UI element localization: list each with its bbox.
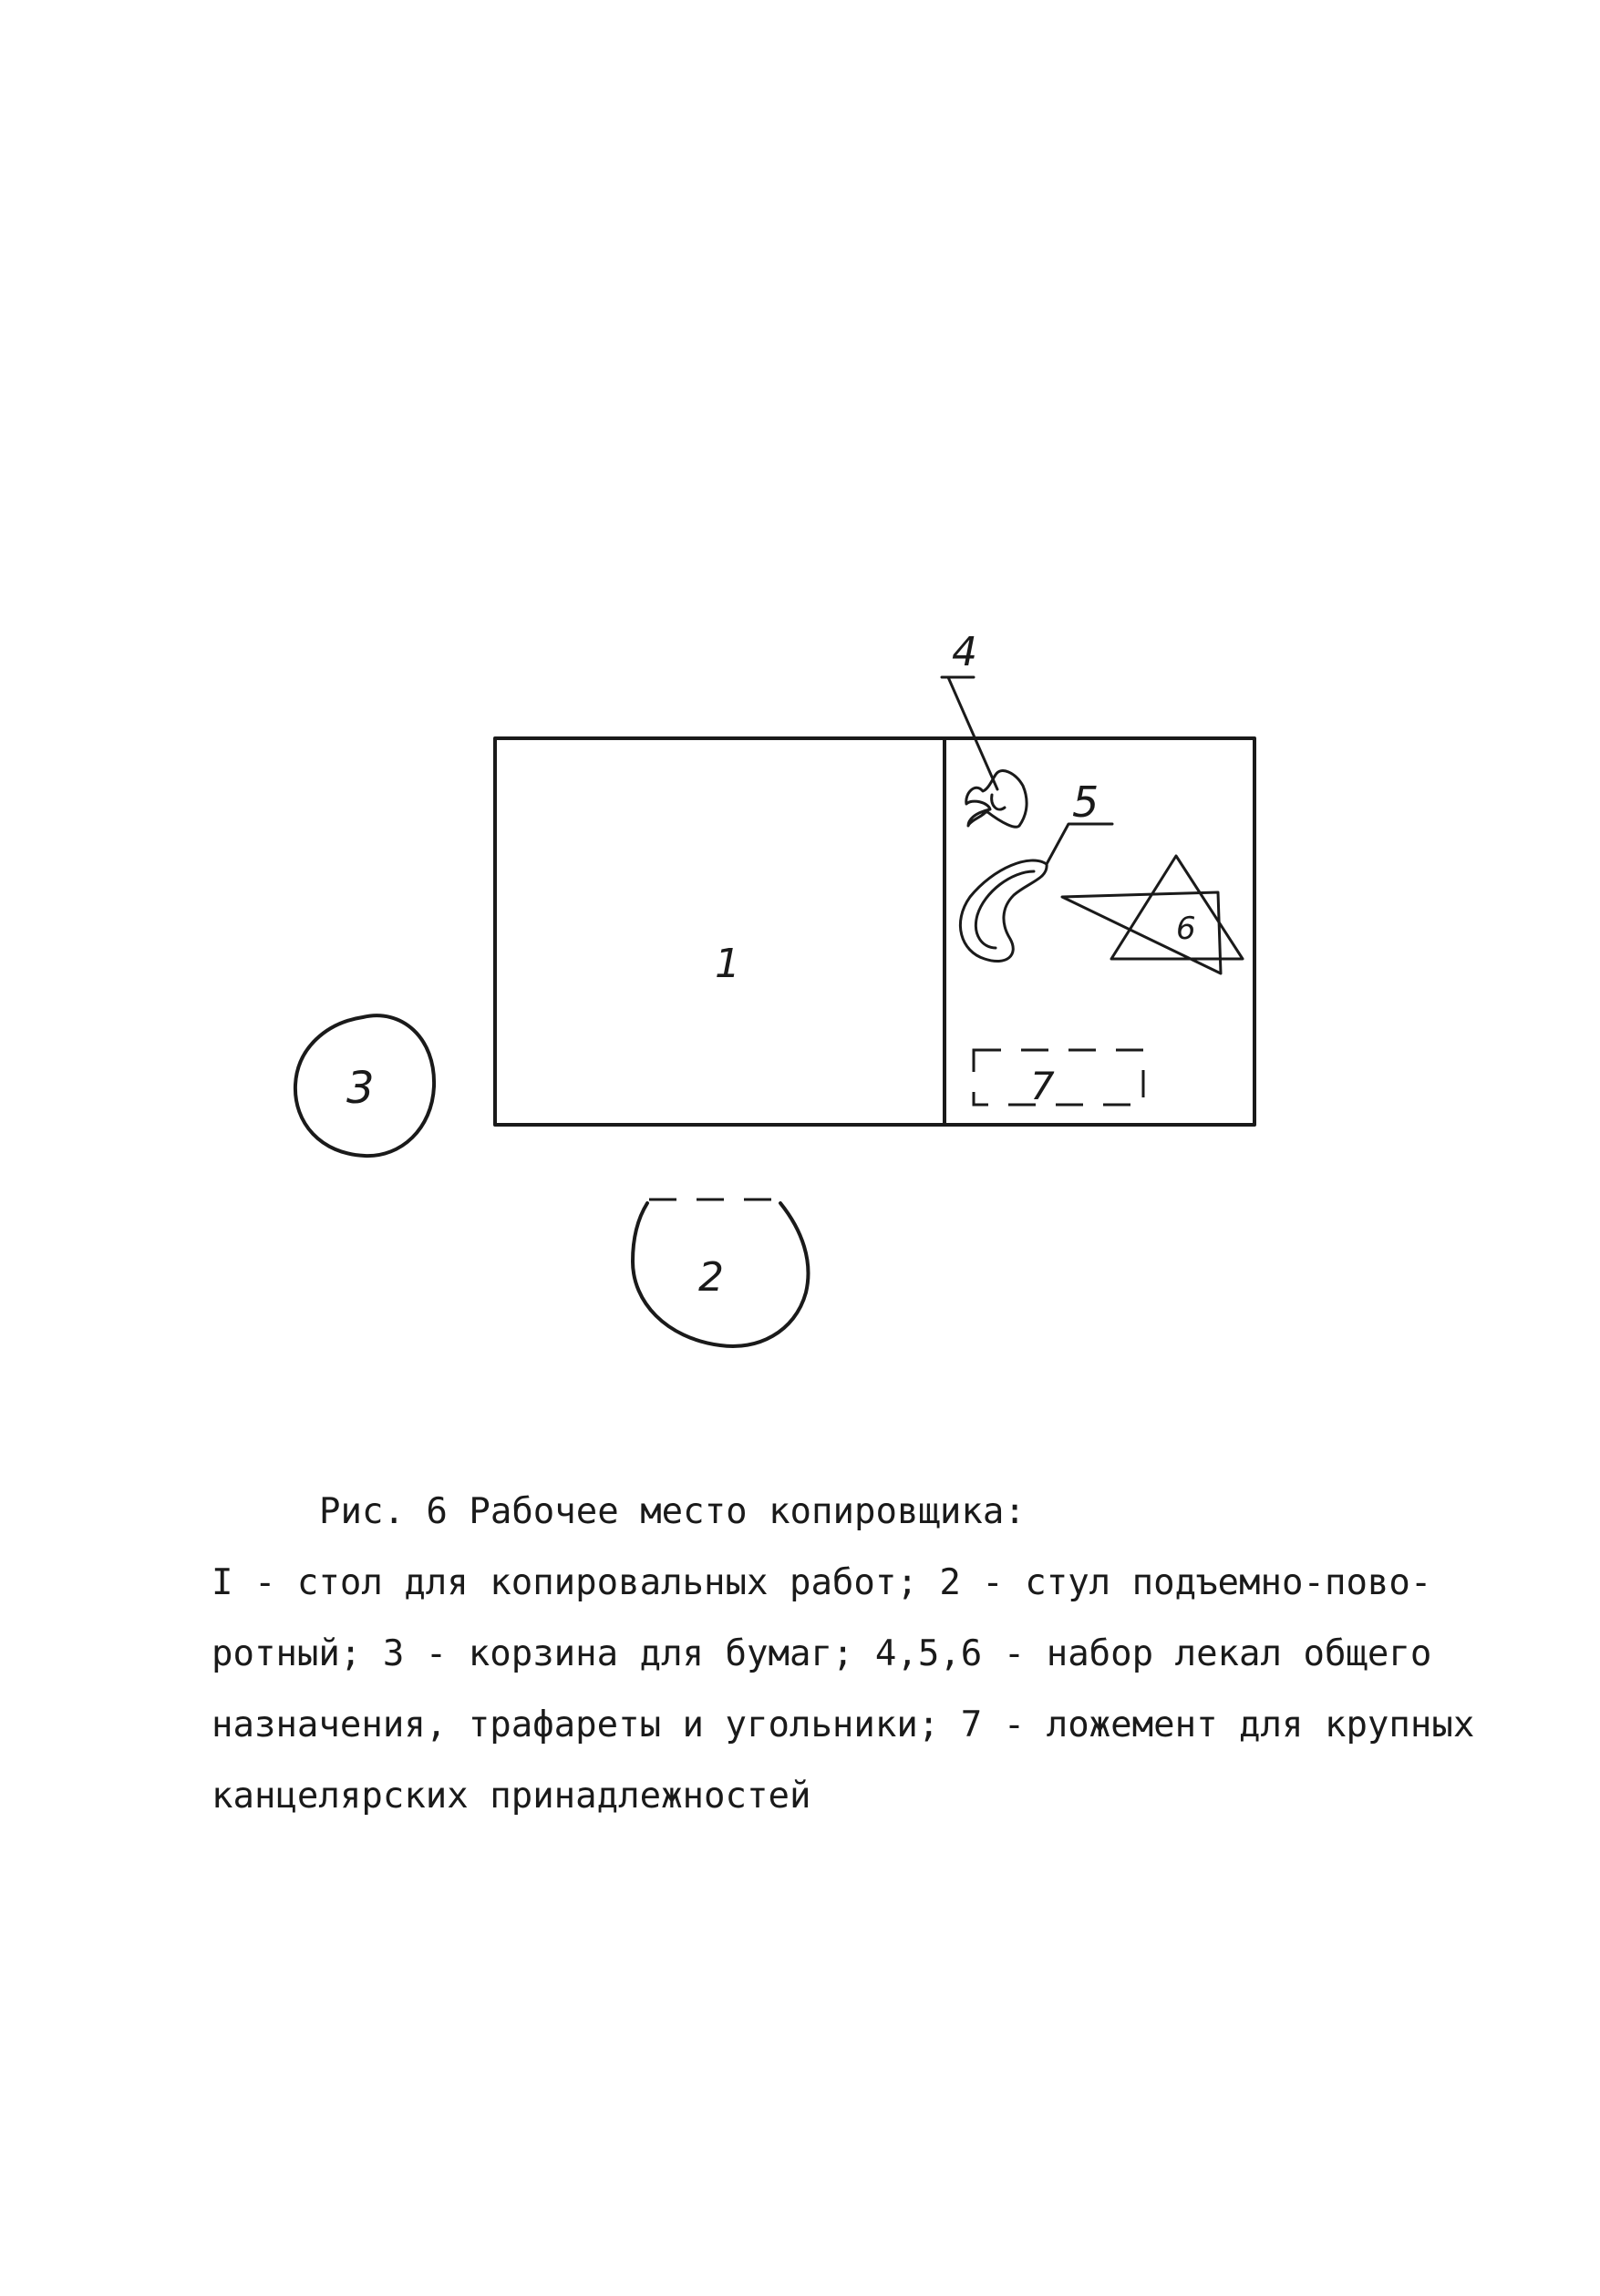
chair <box>633 1199 808 1346</box>
figure-caption <box>212 1477 1488 1832</box>
pattern-small <box>942 629 1027 827</box>
tray-outline <box>974 1050 1143 1105</box>
caption-line: I - стол для копировальных работ; 2 - стул подъемно-пово- <box>212 1562 1432 1603</box>
pattern-4-leader <box>948 677 997 789</box>
label-7: 7 <box>1030 1064 1055 1108</box>
triangle-right <box>1062 892 1221 973</box>
label-2: 2 <box>698 1254 724 1301</box>
pattern-curved <box>960 777 1112 962</box>
caption-title: Рис. 6 Рабочее место копировщика: <box>319 1491 1026 1532</box>
table-outline <box>495 738 1254 1125</box>
label-5: 5 <box>1072 777 1099 827</box>
pattern-5-leader <box>1047 824 1112 864</box>
triangles <box>1062 856 1243 973</box>
pattern-4-inner <box>992 795 1005 809</box>
caption-line: назначения, трафареты и угольники; 7 - ложемент для крупных <box>212 1704 1475 1745</box>
copying-table <box>495 738 1254 1125</box>
label-4: 4 <box>952 629 977 675</box>
caption-line: ротный; 3 - корзина для бумаг; 4,5,6 - набор лекал общего <box>212 1633 1432 1674</box>
label-6: 6 <box>1176 911 1196 947</box>
label-3: 3 <box>346 1063 375 1114</box>
pattern-5-outer <box>960 860 1047 962</box>
label-1: 1 <box>715 941 740 987</box>
pattern-4-shape <box>966 771 1027 828</box>
wastebasket <box>295 1015 434 1156</box>
caption-line: канцелярских принадлежностей <box>212 1776 811 1817</box>
tray <box>974 1050 1143 1108</box>
